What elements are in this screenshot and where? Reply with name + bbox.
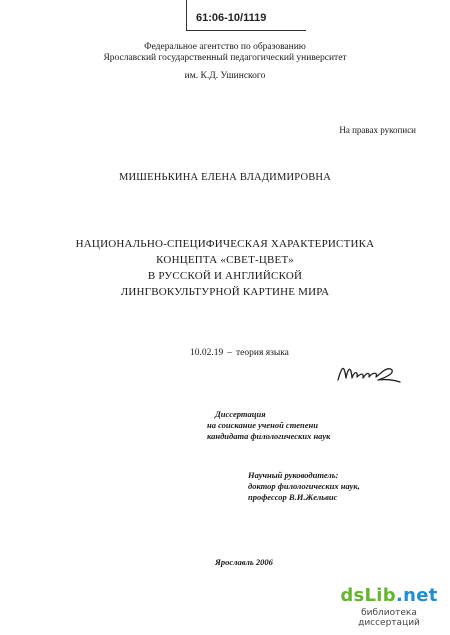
stamp-underline — [186, 30, 306, 31]
rights-note: На правах рукописи — [339, 125, 416, 135]
specialty-code: 10.02.19 — [190, 348, 224, 358]
supervisor-line: профессор В.И.Жельвис — [248, 492, 338, 502]
specialty-name: теория языка — [236, 348, 289, 358]
handwritten-signature — [334, 360, 404, 386]
dslib-logo[interactable] — [330, 585, 448, 607]
logo-part-net: .net — [395, 585, 438, 606]
supervisor-block — [248, 470, 360, 503]
dissertation-note — [207, 409, 330, 442]
title-line: В РУССКОЙ И АНГЛИЙСКОЙ — [147, 270, 303, 282]
supervisor-line: Научный руководитель: — [248, 470, 339, 480]
author-name: МИШЕНЬКИНА ЕЛЕНА ВЛАДИМИРОВНА — [118, 172, 331, 183]
supervisor-line: доктор филологических наук, — [248, 481, 360, 491]
logo-part-dslib: dsLib — [340, 585, 396, 606]
university-name: Ярославский государственный педагогический университет — [103, 53, 347, 63]
title-line: ЛИНГВОКУЛЬТУРНОЙ КАРТИНЕ МИРА — [120, 286, 330, 298]
specialty-dash: – — [227, 348, 232, 358]
stamp-vertical-line — [186, 0, 187, 30]
university-named-after: им. К.Д. Ушинского — [184, 71, 266, 81]
title-line: НАЦИОНАЛЬНО-СПЕЦИФИЧЕСКАЯ ХАРАКТЕРИСТИКА — [75, 238, 375, 250]
city-year: Ярославль 2006 — [215, 557, 273, 567]
specialty — [190, 348, 289, 358]
agency-name: Федеральное агентство по образованию — [144, 42, 306, 52]
watermark-subtitle: библиотека диссертаций — [358, 608, 420, 628]
dslib-watermark[interactable] — [330, 585, 448, 628]
archive-code: 61:06-10/1119 — [196, 12, 267, 24]
dissertation-line: кандидата филологических наук — [207, 431, 331, 441]
dissertation-line: Диссертация — [215, 409, 266, 419]
title-line: КОНЦЕПТА «СВЕТ-ЦВЕТ» — [156, 254, 294, 266]
dissertation-line: на соискание ученой степени — [207, 420, 318, 430]
dissertation-title — [0, 236, 450, 300]
